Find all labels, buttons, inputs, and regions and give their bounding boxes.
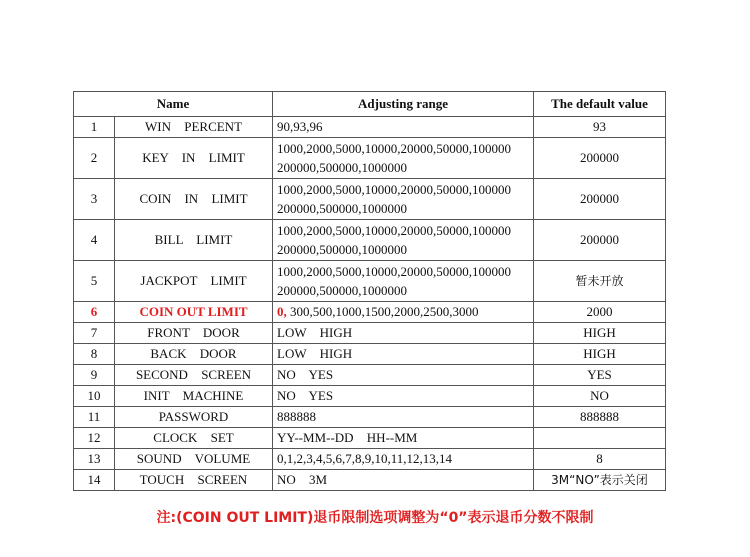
- setting-range: [273, 386, 534, 407]
- setting-name: COIN OUT LIMIT: [115, 302, 273, 323]
- row-number: 13: [74, 449, 115, 470]
- row-number: 7: [74, 323, 115, 344]
- row-number: 8: [74, 344, 115, 365]
- table-row: [74, 323, 666, 344]
- range-line: 888888: [277, 409, 316, 424]
- range-line: NO YES: [277, 367, 334, 382]
- range-line: NO 3M: [277, 472, 328, 487]
- range-line: 200000,500000,1000000: [277, 160, 407, 175]
- setting-name: BILL LIMIT: [115, 220, 273, 261]
- range-line: 1000,2000,5000,10000,20000,50000,100000: [277, 141, 511, 156]
- default-value: HIGH: [534, 323, 666, 344]
- range-zero-highlight: 0,: [277, 304, 287, 319]
- setting-name: FRONT DOOR: [115, 323, 273, 344]
- range-line: YY--MM--DD HH--MM: [277, 430, 418, 445]
- row-number: 2: [74, 138, 115, 179]
- default-value: NO: [534, 386, 666, 407]
- row-number: 11: [74, 407, 115, 428]
- header-name: Name: [74, 92, 273, 117]
- setting-name: WIN PERCENT: [115, 117, 273, 138]
- setting-range: [273, 428, 534, 449]
- range-line: LOW HIGH: [277, 325, 353, 340]
- setting-name: TOUCH SCREEN: [115, 470, 273, 491]
- setting-range: [273, 179, 534, 220]
- table-header-row: [74, 92, 666, 117]
- setting-name: INIT MACHINE: [115, 386, 273, 407]
- default-value: 200000: [534, 220, 666, 261]
- row-number: 9: [74, 365, 115, 386]
- table-row: [74, 470, 666, 491]
- setting-range: [273, 449, 534, 470]
- setting-range: [273, 302, 534, 323]
- footnote: 注:(COIN OUT LIMIT)退币限制选项调整为“0”表示退币分数不限制: [156, 510, 594, 526]
- range-line: 200000,500000,1000000: [277, 201, 407, 216]
- setting-range: [273, 138, 534, 179]
- header-default: The default value: [534, 92, 666, 117]
- table-row: [74, 302, 666, 323]
- setting-range: [273, 323, 534, 344]
- range-line: 1000,2000,5000,10000,20000,50000,100000: [277, 182, 511, 197]
- default-value: 2000: [534, 302, 666, 323]
- range-line: 200000,500000,1000000: [277, 242, 407, 257]
- header-range: Adjusting range: [273, 92, 534, 117]
- row-number: 6: [74, 302, 115, 323]
- row-number: 3: [74, 179, 115, 220]
- table-row: [74, 138, 666, 179]
- row-number: 12: [74, 428, 115, 449]
- range-line: 1000,2000,5000,10000,20000,50000,100000: [277, 223, 511, 238]
- table-row: [74, 386, 666, 407]
- range-line: 1000,2000,5000,10000,20000,50000,100000: [277, 264, 511, 279]
- default-value: 暂未开放: [534, 261, 666, 302]
- setting-name: COIN IN LIMIT: [115, 179, 273, 220]
- setting-range: [273, 220, 534, 261]
- setting-name: SECOND SCREEN: [115, 365, 273, 386]
- table-row: [74, 179, 666, 220]
- setting-name: KEY IN LIMIT: [115, 138, 273, 179]
- row-number: 1: [74, 117, 115, 138]
- table-row: [74, 449, 666, 470]
- range-line: 0,1,2,3,4,5,6,7,8,9,10,11,12,13,14: [277, 451, 453, 466]
- range-line: 200000,500000,1000000: [277, 283, 407, 298]
- setting-range: [273, 117, 534, 138]
- range-line: 90,93,96: [277, 119, 323, 134]
- default-value: 93: [534, 117, 666, 138]
- row-number: 5: [74, 261, 115, 302]
- table-row: [74, 117, 666, 138]
- row-number: 4: [74, 220, 115, 261]
- table-body: [74, 117, 666, 491]
- table-row: [74, 220, 666, 261]
- setting-range: [273, 261, 534, 302]
- default-value: 8: [534, 449, 666, 470]
- default-value: 3M“NO”表示关闭: [534, 470, 666, 491]
- table-row: [74, 365, 666, 386]
- default-value: 888888: [534, 407, 666, 428]
- default-value: YES: [534, 365, 666, 386]
- settings-table: [73, 91, 666, 491]
- setting-name: CLOCK SET: [115, 428, 273, 449]
- setting-name: SOUND VOLUME: [115, 449, 273, 470]
- setting-name: PASSWORD: [115, 407, 273, 428]
- table-row: [74, 428, 666, 449]
- default-value: HIGH: [534, 344, 666, 365]
- range-line: LOW HIGH: [277, 346, 353, 361]
- setting-range: [273, 470, 534, 491]
- setting-name: BACK DOOR: [115, 344, 273, 365]
- table-row: [74, 344, 666, 365]
- default-value: [534, 428, 666, 449]
- row-number: 10: [74, 386, 115, 407]
- setting-name: JACKPOT LIMIT: [115, 261, 273, 302]
- range-line: NO YES: [277, 388, 334, 403]
- default-value: 200000: [534, 138, 666, 179]
- default-value: 200000: [534, 179, 666, 220]
- table-row: [74, 407, 666, 428]
- row-number: 14: [74, 470, 115, 491]
- range-line: 300,500,1000,1500,2000,2500,3000: [286, 304, 479, 319]
- table-row: [74, 261, 666, 302]
- setting-range: [273, 344, 534, 365]
- setting-range: [273, 407, 534, 428]
- setting-range: [273, 365, 534, 386]
